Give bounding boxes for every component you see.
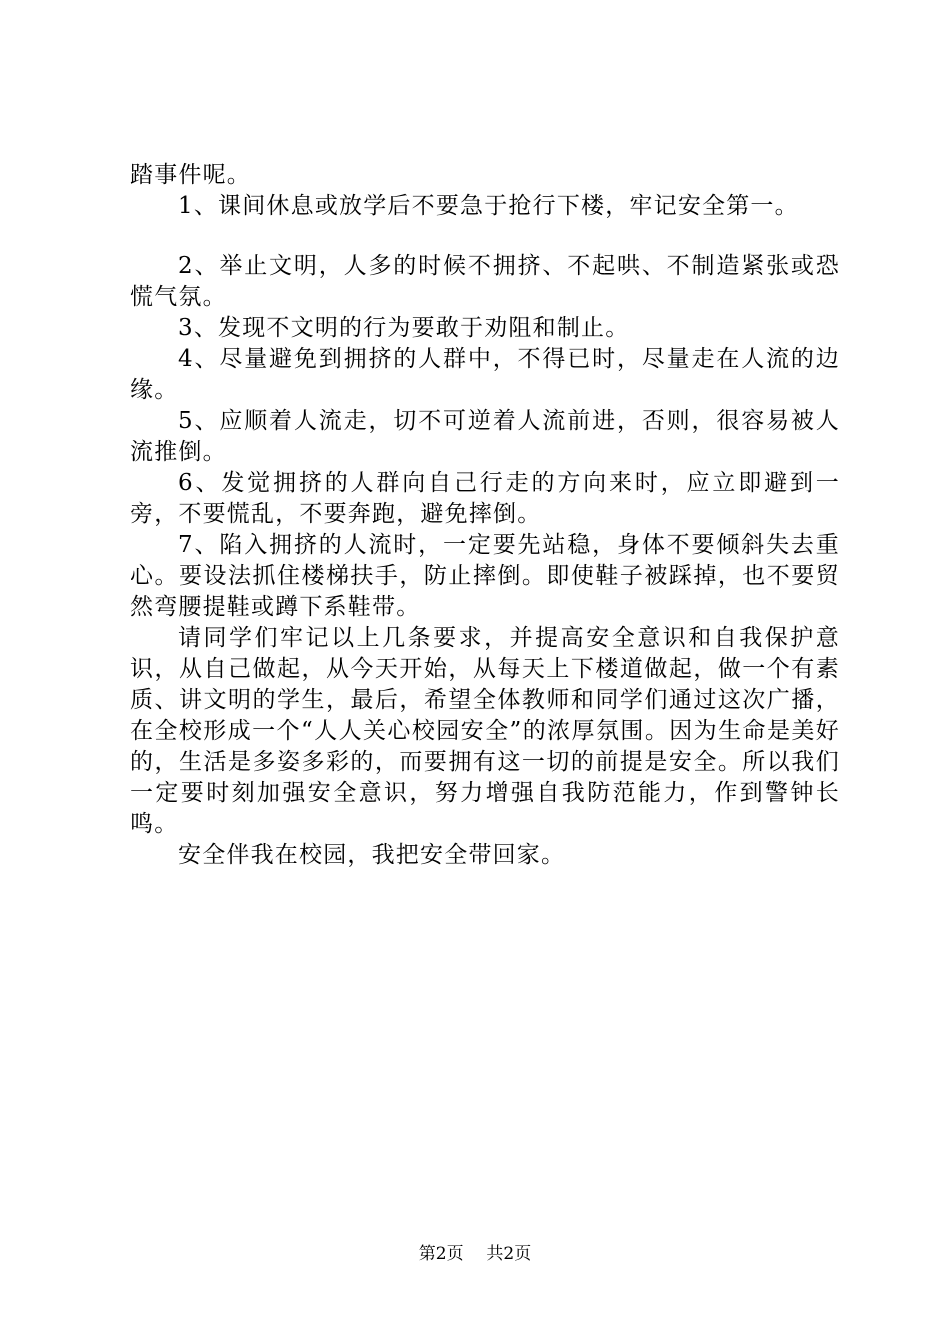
paragraph-continuation: 踏事件呢。 (130, 162, 251, 188)
page-total: 共2页 (486, 1244, 532, 1264)
paragraph-closing-appeal: 请同学们牢记以上几条要求，并提高安全意识和自我保护意识，从自己做起，从今天开始，从每天上下楼道做起，做一个有素质、讲文明的学生，最后，希望全体教师和同学们通过这次广播，在全校形成一个“人人关心校园安全”的浓厚氛围。因为生命是美好的，生活是多姿多彩的，而要拥有这一切的前提是安全。所以我们一定要时刻加强安全意识，努力增强自我防范能力，作到警钟长鸣。 (130, 625, 840, 837)
paragraph-item-3: 3、发现不文明的行为要敢于劝阻和制止。 (178, 315, 630, 341)
document-body (130, 160, 840, 871)
paragraph-gap (130, 222, 840, 251)
page-number: 第2页 (418, 1244, 464, 1264)
paragraph-item-7: 7、陷入拥挤的人流时，一定要先站稳，身体不要倾斜失去重心。要设法抓住楼梯扶手，防止摔倒。即使鞋子被踩掉，也不要贸然弯腰提鞋或蹲下系鞋带。 (130, 532, 840, 620)
paragraph-item-4: 4、尽量避免到拥挤的人群中，不得已时，尽量走在人流的边缘。 (130, 346, 840, 403)
paragraph-item-5: 5、应顺着人流走，切不可逆着人流前进，否则，很容易被人流推倒。 (130, 408, 840, 465)
paragraph-item-6: 6、发觉拥挤的人群向自己行走的方向来时，应立即避到一旁，不要慌乱，不要奔跑，避免摔倒。 (130, 470, 840, 527)
paragraph-slogan: 安全伴我在校园，我把安全带回家。 (178, 842, 566, 868)
page-footer (0, 1243, 950, 1265)
paragraph-item-2: 2、举止文明，人多的时候不拥挤、不起哄、不制造紧张或恐慌气氛。 (130, 253, 840, 310)
paragraph-item-1: 1、课间休息或放学后不要急于抢行下楼，牢记安全第一。 (178, 193, 799, 219)
